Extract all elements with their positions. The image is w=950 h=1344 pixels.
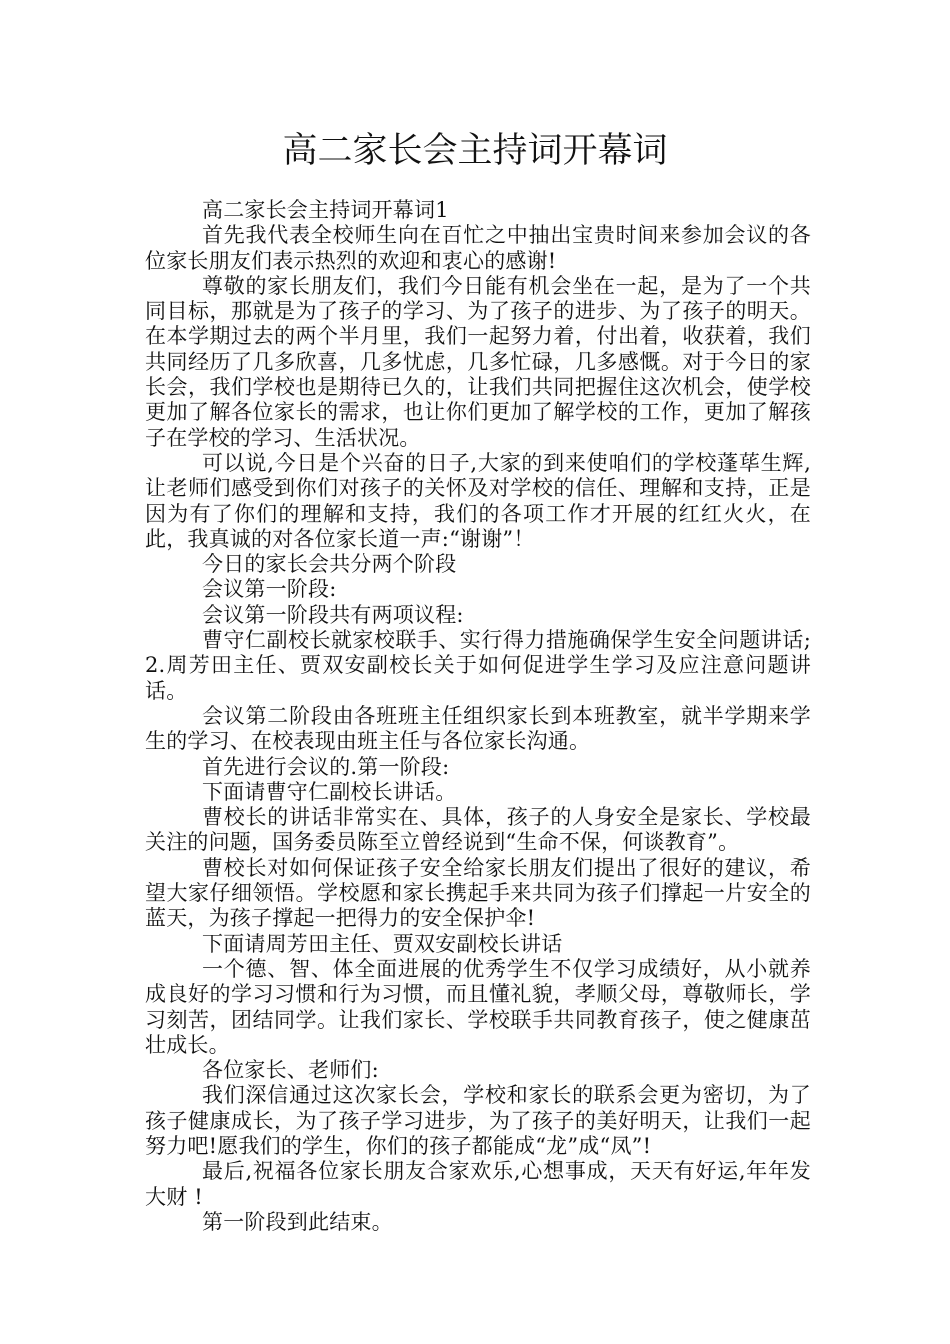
paragraph-believe: 我们深信通过这次家长会，学校和家长的联系会更为密切，为了孩子健康成长，为了孩子学习进步，为了孩子的美好明天，让我们一起努力吧!愿我们的学生，你们的孩子都能成“龙”成“凤”! xyxy=(145,1083,811,1158)
paragraph-excellent-student: 一个德、智、体全面进展的优秀学生不仅学习成绩好，从小就养成良好的学习习惯和行为习惯，而且懂礼貌，孝顺父母，尊敬师长，学习刻苦，团结同学。让我们家长、学校联手共同教育孩子，使之健康茁壮成长。 xyxy=(145,956,811,1057)
paragraph-stage-one-agenda: 会议第一阶段共有两项议程: xyxy=(202,602,464,627)
paragraph-stage-one-end: 第一阶段到此结束。 xyxy=(202,1209,393,1234)
paragraph-address: 各位家长、老师们: xyxy=(202,1058,379,1083)
paragraph-invite-zhou-jia: 下面请周芳田主任、贾双安副校长讲话 xyxy=(202,931,563,956)
paragraph-cao-advice: 曹校长对如何保证孩子安全给家长朋友们提出了很好的建议，希望大家仔细领悟。学校愿和家长携起手来共同为孩子们撑起一片安全的蓝天，为孩子撑起一把得力的安全保护伞! xyxy=(145,855,811,931)
paragraph-stage-one-heading: 会议第一阶段: xyxy=(202,577,337,602)
document-title: 高二家长会主持词开幕词 xyxy=(282,131,668,171)
paragraph-begin-stage-one: 首先进行会议的.第一阶段: xyxy=(202,754,450,779)
paragraph-dear-parents: 尊敬的家长朋友们，我们今日能有机会坐在一起，是为了一个共同目标，那就是为了孩子的学习、为了孩子的进步、为了孩子的明天。在本学期过去的两个半月里，我们一起努力着，付出着，收获着，我们共同经历了几多欣喜，几多忧虑，几多忙碌，几多感慨。对于今日的家长会，我们学校也是期待已久的，让我们共同把握住这次机会，使学校更加了解各位家长的需求，也让你们更加了解学校的工作，更加了解孩子在学校的学习、生活状况。 xyxy=(145,273,811,450)
paragraph-two-stages: 今日的家长会共分两个阶段 xyxy=(202,552,457,577)
paragraph-subtitle: 高二家长会主持词开幕词1 xyxy=(202,198,449,222)
paragraph-invite-cao: 下面请曹守仁副校长讲话。 xyxy=(202,779,457,804)
paragraph-cao-speech: 曹校长的讲话非常实在、具体，孩子的人身安全是家长、学校最关注的问题，国务委员陈至立曾经说到“生命不保，何谈教育”。 xyxy=(145,805,811,855)
paragraph-blessing: 最后,祝福各位家长朋友合家欢乐,心想事成，天天有好运,年年发大财 ! xyxy=(145,1159,811,1209)
paragraph-agenda-items: 曹守仁副校长就家校联手、实行得力措施确保学生安全问题讲话;2.周芳田主任、贾双安副校长关于如何促进学生学习及应注意问题讲话。 xyxy=(145,628,811,703)
document-body xyxy=(145,198,811,1235)
paragraph-stage-two: 会议第二阶段由各班班主任组织家长到本班教室，就半学期来学生的学习、在校表现由班主任与各位家长沟通。 xyxy=(145,703,811,754)
paragraph-exciting-day: 可以说,今日是个兴奋的日子,大家的到来使咱们的学校蓬荜生辉,让老师们感受到你们对孩子的关怀及对学校的信任、理解和支持，正是因为有了你们的理解和支持，我们的各项工作才开展的红红火火，在此，我真诚的对各位家长道一声:“谢谢”！ xyxy=(145,450,811,551)
paragraph-welcome: 首先我代表全校师生向在百忙之中抽出宝贵时间来参加会议的各位家长朋友们表示热烈的欢迎和衷心的感谢! xyxy=(145,223,811,273)
